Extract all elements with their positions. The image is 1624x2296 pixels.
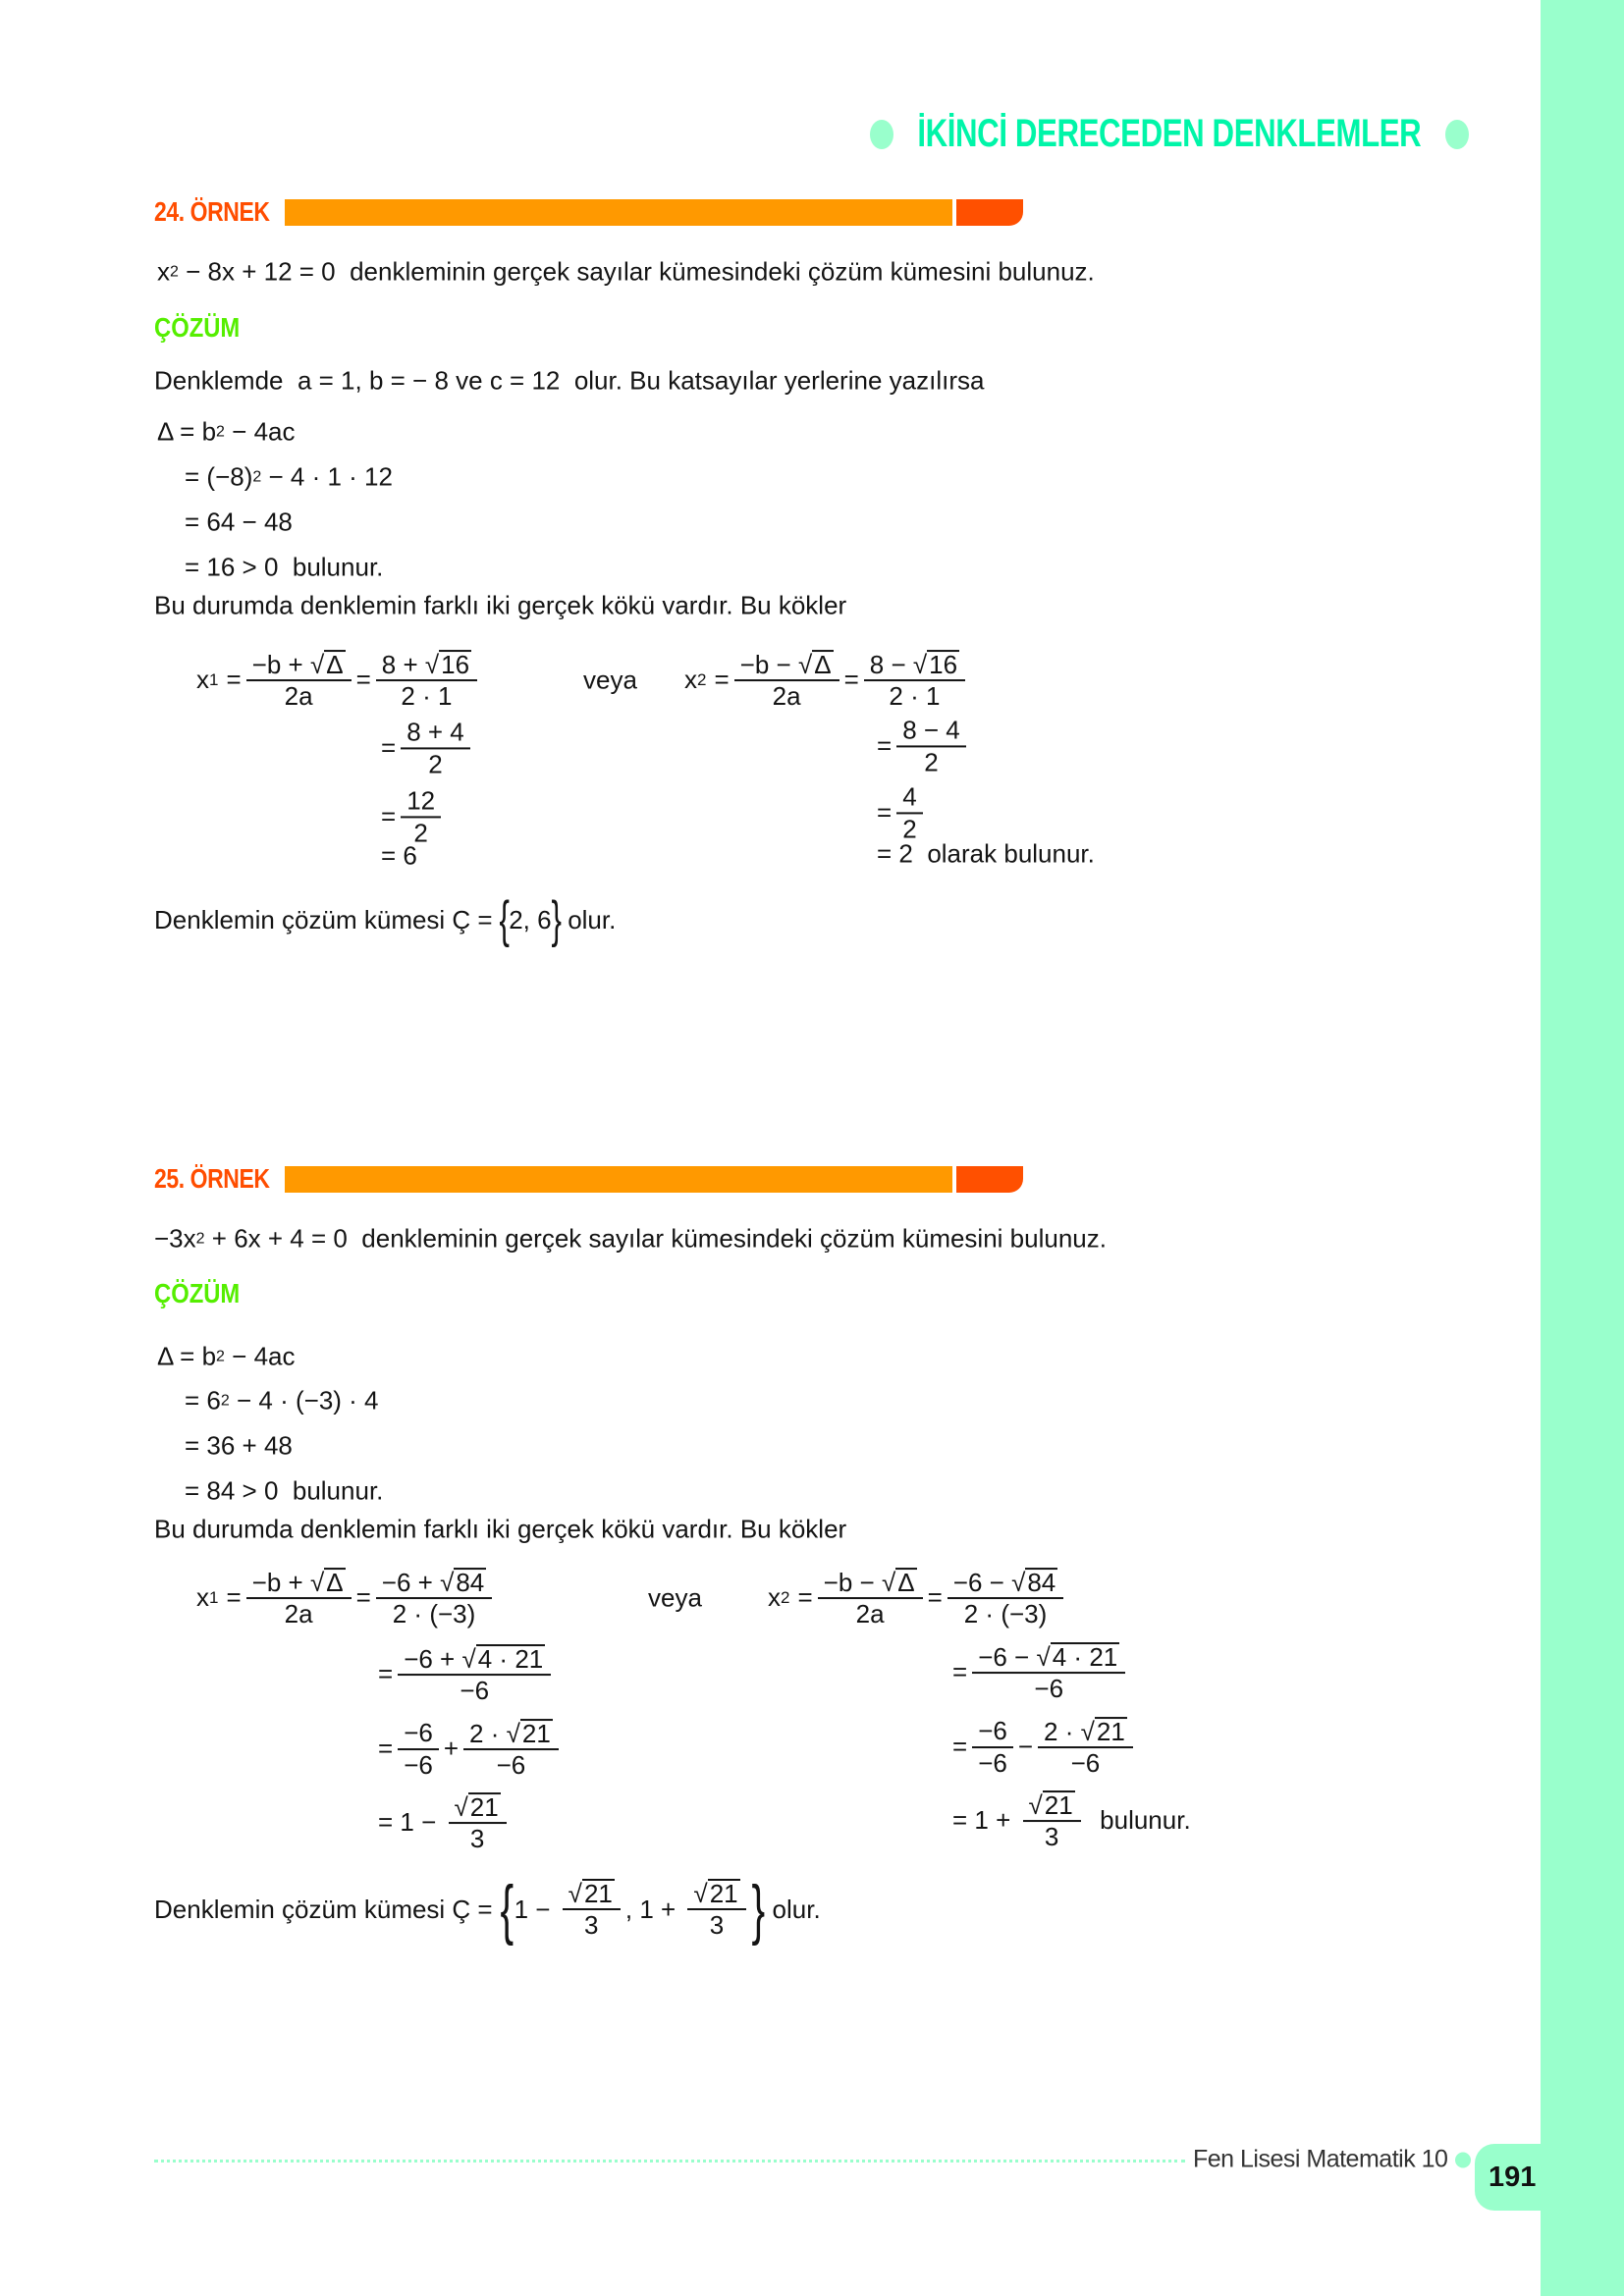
math: = 1 + [952,1805,1018,1836]
math: 21 [521,1719,551,1749]
math: = [355,1582,371,1613]
math: 21 [1044,1790,1073,1821]
sqrt-icon: √ [424,649,440,679]
math: 84 [1027,1568,1056,1598]
example-bar [285,1166,1310,1193]
math: − 4 · (−3) · 4 [229,1385,379,1415]
x1-formula: x 1 = −b + √ Δ 2a = −6 + √ 84 2 · (−3) [196,1568,497,1629]
roots-intro: Bu durumda denklemin farklı iki gerçek kökü vardır. Bu kökler [154,1514,847,1544]
x2-step [877,716,971,775]
x1-step [381,718,475,777]
chapter-title: İKİNCİ DERECEDEN DENKLEMLER [917,112,1422,155]
roots-intro: Bu durumda denklemin farklı iki gerçek kökü vardır. Bu kökler [154,590,847,620]
math: 8 − 4 [902,715,960,745]
math: 21 [469,1792,499,1823]
sqrt-icon: √ [1036,1641,1051,1672]
problem-text: + 6x + 4 = 0 denkleminin gerçek sayılar kümesindeki çözüm kümesini bulunuz. [204,1223,1107,1254]
sqrt-icon: √ [309,649,325,679]
veya-text: veya [583,665,637,695]
math: 16 [929,650,958,680]
math: + [443,1734,460,1764]
math: −6 [978,1716,1007,1746]
example-24-header [154,196,1310,228]
brace: { [499,891,510,948]
x2-formula: x 2 = −b − √ Δ 2a = 8 − √ 16 2 · 1 [684,650,970,711]
math: Δ [897,1568,915,1598]
math: = [355,665,371,695]
math: 2a [818,1597,923,1629]
math: 2a [734,679,839,711]
sqrt-icon: √ [912,649,928,679]
math: −6 [972,1746,1013,1778]
math: 4 · 21 [477,1644,544,1675]
math: 84 [456,1568,485,1598]
math: x [684,665,697,695]
math: − 4ac [224,1341,296,1371]
x2-step [952,1642,1130,1703]
math: = [927,1582,943,1613]
math: −6 − [978,1641,1037,1672]
text: Denklemin çözüm kümesi Ç = [154,904,500,934]
x2-formula: x 2 = −b − √ Δ 2a = −6 − √ 84 2 · (−3) [768,1568,1068,1629]
math: = (−8) [185,461,253,492]
fraction [864,650,965,711]
problem-text: − 8x + 12 = 0 denkleminin gerçek sayılar kümesindeki çözüm kümesini bulunuz. [178,256,1095,287]
math: 2a [246,679,352,711]
math: , [624,1894,640,1924]
math: −6 [972,1672,1125,1703]
dot-icon [1455,2152,1471,2167]
math: 8 + 4 [406,717,464,747]
delta-line: = 84 > 0 bulunur. [185,1475,384,1506]
math: −3x [154,1223,196,1254]
math: = [877,797,893,828]
math: Δ [814,650,832,680]
example-25-header [154,1163,1310,1195]
math: 2 [401,747,470,778]
sqrt-icon: √ [1028,1789,1043,1820]
math: −b − [739,649,798,679]
math: 21 [583,1879,613,1909]
math: = [843,665,859,695]
veya-text: veya [648,1582,702,1613]
fraction [734,650,839,711]
math: −6 [398,1748,439,1780]
math: 8 + [381,649,425,679]
delta-line: = 36 + 48 [185,1430,293,1461]
math: 2 [401,816,441,847]
math: = [952,1732,968,1762]
math: −6 − [952,1567,1012,1597]
math: Δ = b [157,416,217,447]
math: 2 · [1044,1716,1081,1746]
fraction [818,1568,923,1629]
chapter-header [870,112,1469,156]
math: − [1017,1732,1034,1762]
fraction [376,1568,492,1629]
solution-label: ÇÖZÜM [154,312,241,343]
solution-label: ÇÖZÜM [154,1278,241,1308]
text: bulunur. [1085,1805,1191,1836]
math: 2 · (−3) [376,1597,492,1629]
math: 4 [902,781,917,812]
math: −6 [463,1748,559,1780]
math: − 4 · 1 · 12 [261,461,393,492]
example-label: 25. ÖRNEK [154,1163,270,1194]
example-label: 24. ÖRNEK [154,196,270,227]
delta-line: = 6 2 − 4 · (−3) · 4 [185,1385,379,1415]
brace: } [551,891,562,948]
fraction [398,1644,551,1705]
sqrt-icon: √ [506,1718,520,1748]
conclusion-24 [154,891,617,948]
math: 4 · 21 [1052,1642,1118,1673]
footer [1193,2146,1471,2174]
math: 2 · 1 [376,679,477,711]
fraction [972,1717,1013,1777]
math: 21 [1096,1717,1125,1747]
fraction [687,1879,745,1940]
math: −b − [823,1567,882,1597]
dot-icon [870,120,893,149]
sqrt-icon: √ [1011,1567,1026,1597]
conclusion-25 [154,1872,821,1947]
x1-result [378,1792,512,1853]
math: = 1 − [378,1807,444,1838]
math: x [196,665,209,695]
math: 2 · [469,1718,507,1748]
math: Δ [326,650,344,680]
math: 1 − [514,1894,558,1924]
math: −6 + [381,1567,441,1597]
sqrt-icon: √ [454,1791,468,1822]
example-bar [285,199,1310,226]
book-title: Fen Lisesi Matematik 10 [1193,2145,1448,2173]
math: 12 [406,785,436,816]
fraction [563,1879,621,1940]
solution-set: 2, 6 [509,904,552,934]
text: olur. [765,1894,821,1924]
brace: { [500,1872,514,1947]
math: Δ = b [157,1341,217,1371]
x1-step [381,786,446,846]
sqrt-icon: √ [1080,1716,1095,1746]
sqrt-icon: √ [693,1878,708,1908]
math: 1 + [639,1894,683,1924]
fraction [947,1568,1063,1629]
math: −6 [1038,1746,1133,1778]
math: 3 [449,1822,507,1853]
math: 3 [687,1908,745,1940]
fraction [401,718,470,777]
x2-result: = 2 olarak bulunur. [877,838,1095,869]
fraction [1038,1717,1133,1778]
fraction [246,1568,352,1629]
math: 2 · (−3) [947,1597,1063,1629]
math: 2a [246,1597,352,1629]
math: = [226,665,242,695]
math: − 4ac [224,416,296,447]
math: −b + [251,649,310,679]
math: −6 [404,1718,433,1748]
math: = [877,730,893,761]
sqrt-icon: √ [568,1878,582,1908]
fraction [398,1719,439,1779]
math: x [157,256,170,287]
brace: } [751,1872,765,1947]
side-strip [1541,0,1624,2296]
text: olur. [560,904,617,934]
x2-result [952,1790,1191,1851]
fraction [896,716,966,775]
math: = [381,732,397,763]
math: 3 [563,1908,621,1940]
problem-24: x 2 − 8x + 12 = 0 denkleminin gerçek sayılar kümesindeki çözüm kümesini bulunuz. [157,256,1095,287]
math: 2 [896,812,922,843]
math: = [378,1659,394,1689]
x2-step [877,782,928,842]
math: −6 + [404,1643,462,1674]
math: = [952,1657,968,1687]
text: Denklemin çözüm kümesi Ç = [154,1894,500,1924]
delta-line: = 16 > 0 bulunur. [185,552,384,582]
fraction [401,786,441,846]
x1-step [378,1644,556,1705]
math: 16 [441,650,470,680]
fraction [376,650,477,711]
x1-formula: x 1 = −b + √ Δ 2a = 8 + √ 16 2 · 1 [196,650,482,711]
fraction [1023,1790,1081,1851]
fraction [896,782,922,842]
x2-step [952,1717,1138,1778]
footer-divider [154,2160,1185,2163]
fraction [463,1719,559,1780]
math: 2 · 1 [864,679,965,711]
math: = [226,1582,242,1613]
math: = 6 [185,1385,221,1415]
math: = [378,1734,394,1764]
math: x [196,1582,209,1613]
math: = [714,665,730,695]
math: −b + [251,1567,310,1597]
x1-step [378,1719,564,1780]
math: 3 [1023,1820,1081,1851]
problem-25: −3x 2 + 6x + 4 = 0 denkleminin gerçek sayılar kümesindeki çözüm kümesini bulunuz. [154,1223,1107,1254]
sqrt-icon: √ [309,1567,325,1597]
delta-line: = 64 − 48 [185,507,293,537]
delta-line: = (−8) 2 − 4 · 1 · 12 [185,461,393,492]
math: 8 − [869,649,913,679]
x1-result: = 6 [381,840,417,871]
math: −6 [398,1674,551,1705]
delta-line: Δ = b 2 − 4ac [157,1341,296,1371]
delta-line: Δ = b 2 − 4ac [157,416,296,447]
dot-icon [1445,120,1469,149]
fraction [972,1642,1125,1703]
math: = [381,801,397,831]
fraction [246,650,352,711]
intro-text: Denklemde a = 1, b = − 8 ve c = 12 olur. Bu katsayılar yerlerine yazılırsa [154,365,985,396]
math: = [797,1582,813,1613]
math: 21 [709,1879,738,1909]
math: x [768,1582,781,1613]
fraction [449,1792,507,1853]
sqrt-icon: √ [881,1567,896,1597]
math: 2 [896,745,966,776]
sqrt-icon: √ [797,649,813,679]
sqrt-icon: √ [461,1643,476,1674]
sqrt-icon: √ [440,1567,455,1597]
math: Δ [326,1568,344,1598]
page-number: 191 [1475,2144,1573,2211]
